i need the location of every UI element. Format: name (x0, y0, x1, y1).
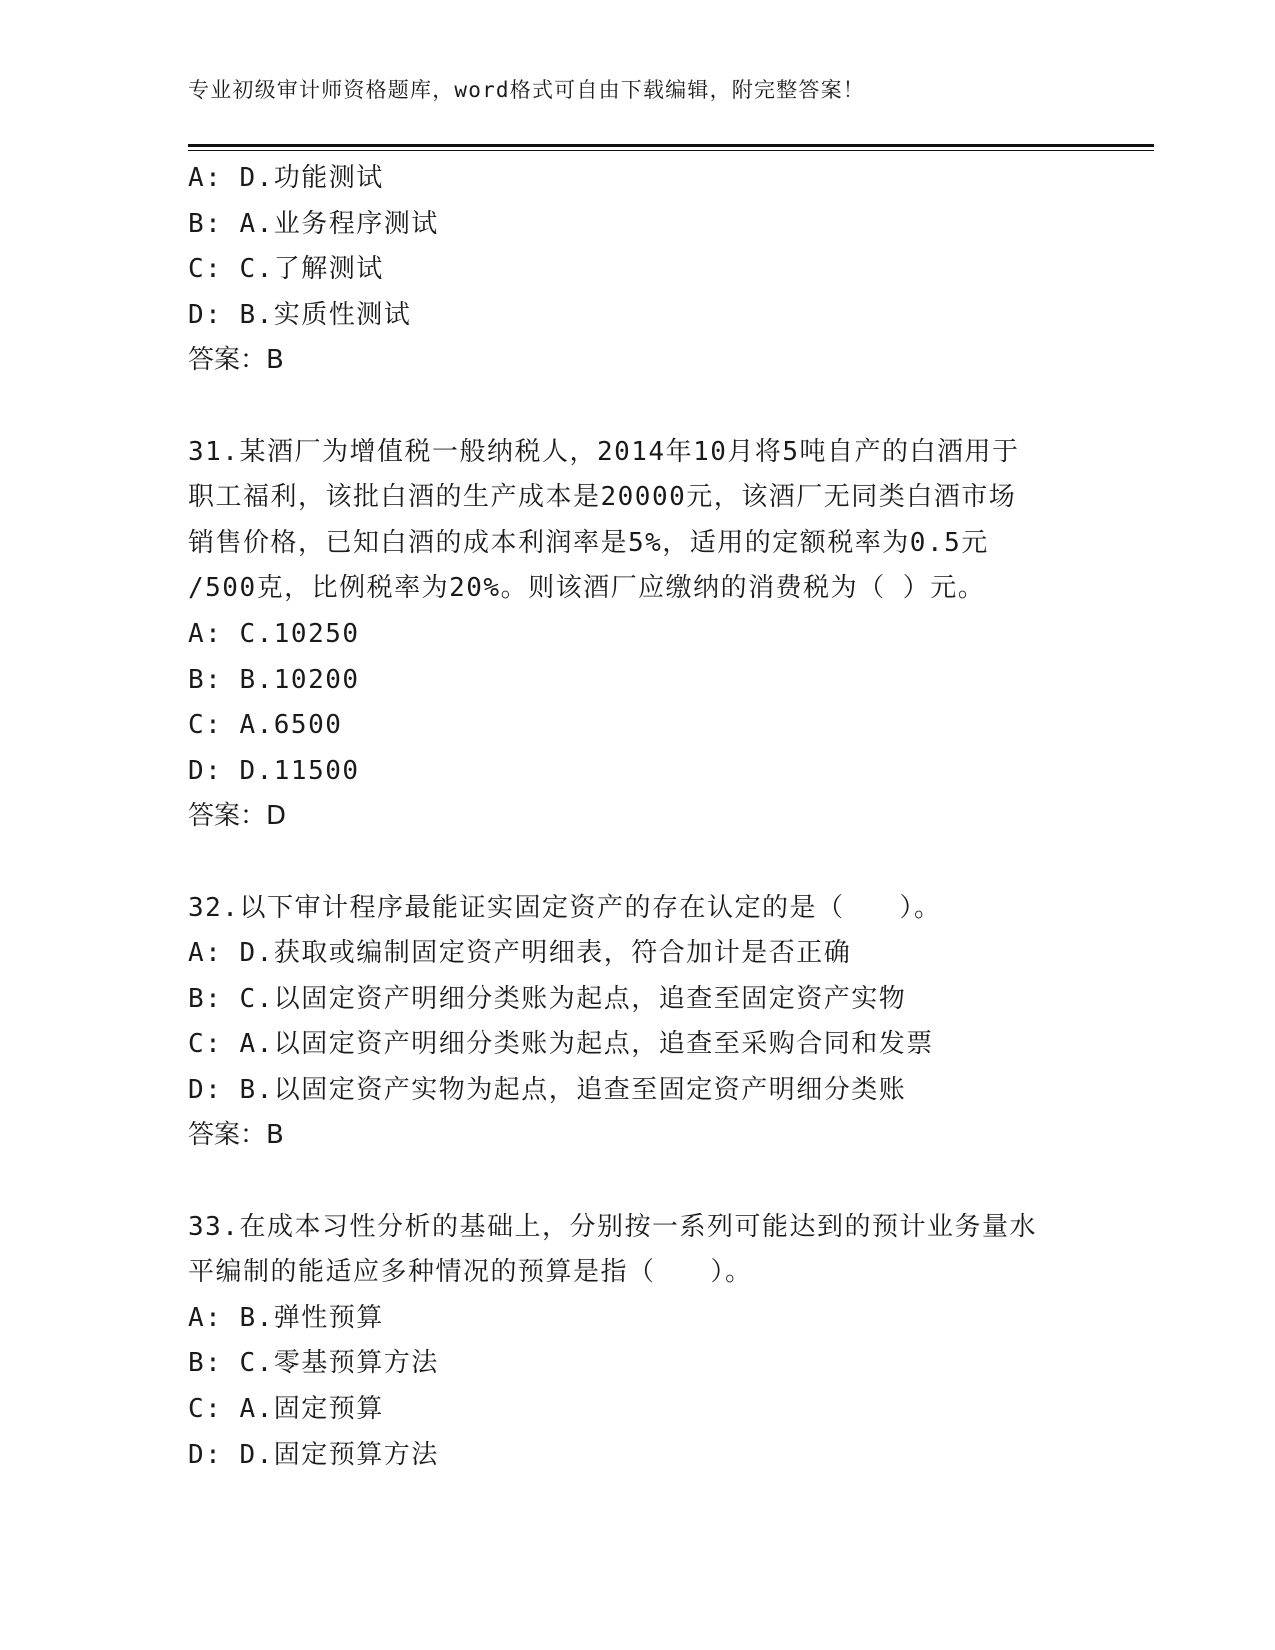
option-c: C: A.6500 (188, 710, 343, 741)
option-b: B: A.业务程序测试 (188, 208, 439, 239)
option-d: D: B.实质性测试 (188, 299, 412, 330)
header-rule-thick (188, 144, 1154, 147)
page-header: 专业初级审计师资格题库，word格式可自由下载编辑，附完整答案！ (188, 78, 865, 102)
block-spacer (188, 1159, 1088, 1205)
option-a: A: B.弹性预算 (188, 1302, 384, 1333)
question-block (188, 156, 1088, 384)
option-b: B: C.零基预算方法 (188, 1348, 439, 1379)
question-text-line: 职工福利，该批白酒的生产成本是20000元，该酒厂无同类白酒市场 (188, 482, 1017, 513)
option-a: A: C.10250 (188, 618, 360, 649)
question-text-line: 32.以下审计程序最能证实固定资产的存在认定的是（ ）。 (188, 892, 942, 923)
question-block (188, 886, 1088, 1160)
question-text-line: 33.在成本习性分析的基础上，分别按一系列可能达到的预计业务量水 (188, 1211, 1037, 1242)
option-c: C: A.以固定资产明细分类账为起点，追查至采购合同和发票 (188, 1029, 934, 1060)
option-a: A: D.功能测试 (188, 163, 384, 193)
option-d: D: D.11500 (188, 755, 360, 786)
option-c: C: A.固定预算 (188, 1394, 384, 1425)
answer-line: 答案：D (188, 801, 287, 832)
question-text-line: 31.某酒厂为增值税一般纳税人，2014年10月将5吨自产的白酒用于 (188, 436, 1020, 467)
option-d: D: D.固定预算方法 (188, 1439, 439, 1470)
option-d: D: B.以固定资产实物为起点，追查至固定资产明细分类账 (188, 1074, 907, 1105)
question-text-line: /500克，比例税率为20%。则该酒厂应缴纳的消费税为（ ）元。 (188, 573, 986, 604)
question-text-line: 销售价格，已知白酒的成本利润率是5%，适用的定额税率为0.5元 (188, 527, 989, 558)
question-block (188, 430, 1088, 840)
option-b: B: B.10200 (188, 664, 360, 695)
option-a: A: D.获取或编制固定资产明细表，符合加计是否正确 (188, 938, 852, 969)
option-b: B: C.以固定资产明细分类账为起点，追查至固定资产实物 (188, 983, 907, 1014)
answer-line: 答案：B (188, 1120, 284, 1151)
option-c: C: C.了解测试 (188, 254, 384, 285)
block-spacer (188, 840, 1088, 886)
block-spacer (188, 384, 1088, 430)
question-text-line: 平编制的能适应多种情况的预算是指（ ）。 (188, 1257, 753, 1288)
question-block (188, 1205, 1088, 1479)
question-list (188, 156, 1088, 1478)
answer-line: 答案：B (188, 345, 284, 376)
header-rule-thin (188, 150, 1154, 151)
